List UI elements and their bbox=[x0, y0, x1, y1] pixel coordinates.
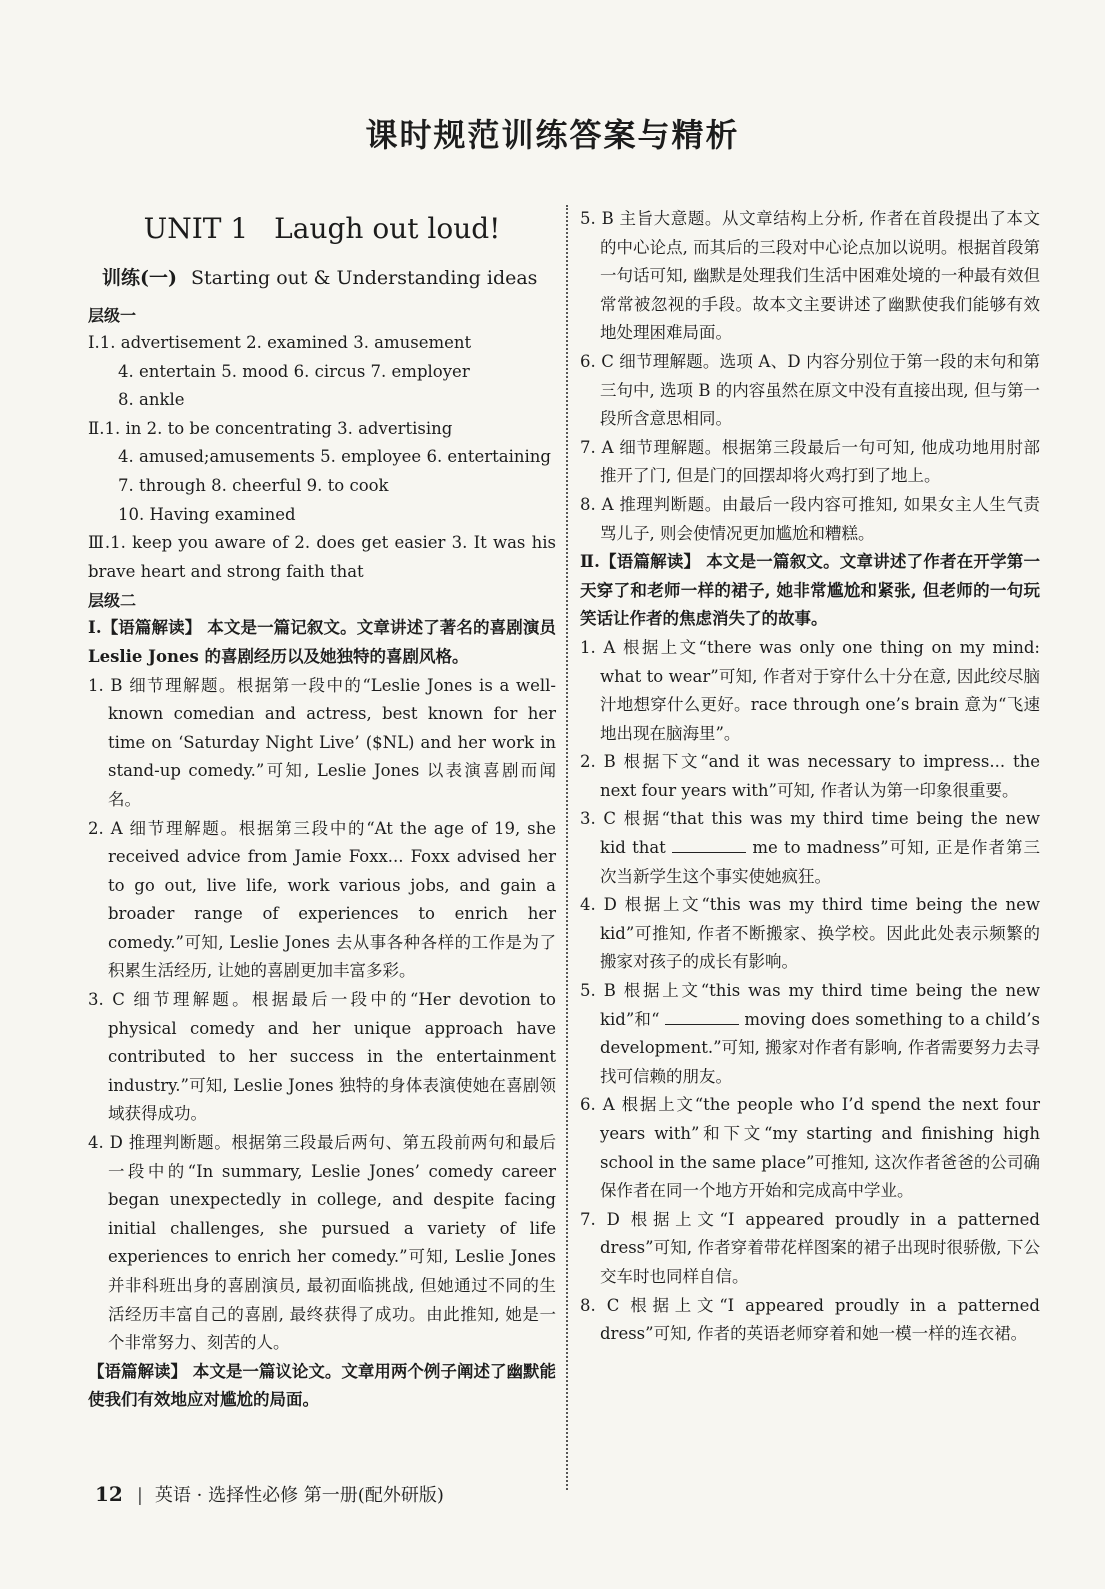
answer-item: 8. C 根据上文“I appeared proudly in a patterned dress”可知, 作者的英语老师穿着和她一模一样的连衣裙。 bbox=[580, 1295, 1040, 1344]
answer-item: 4. D 推理判断题。根据第三段最后两句、第五段前两句和最后一段中的“In summary, Leslie Jones’ comedy career began unexpectedly in college, and despite facing initial challenges, she pursued a variety of life experiences to enrich her comedy.”可知, Leslie Jones 并非科班出身的喜剧演员, 最初面临挑战, 但她通过不同的生活经历丰富自己的喜剧, 最终获得了成功。由此推知, 她是一个非常努力、刻苦的人。 bbox=[88, 1133, 556, 1353]
part-two bbox=[88, 415, 556, 529]
unit-title bbox=[88, 211, 556, 247]
part-one bbox=[88, 329, 556, 415]
blank-line bbox=[672, 838, 746, 853]
reading-intro: 【语篇解读】 本文是一篇议论文。文章用两个例子阐述了幽默能使我们有效地应对尴尬的局面。 bbox=[88, 1361, 556, 1410]
answer-line: 4. entertain 5. mood 6. circus 7. employer bbox=[118, 361, 470, 381]
answer-item: 1. A 根据上文“there was only one thing on my mind: what to wear”可知, 作者对于穿什么十分在意, 因此绞尽脑汁地想穿什么更好。race through one’s brain 意为“飞速地出现在脑海里”。 bbox=[580, 637, 1040, 743]
book-title: 英语 · 选择性必修 第一册(配外研版) bbox=[154, 1485, 444, 1506]
blank-line bbox=[665, 1010, 739, 1025]
page-number: 12 bbox=[95, 1482, 123, 1506]
answer-item bbox=[580, 977, 1040, 1091]
section-lead: 训练(一) bbox=[102, 267, 177, 289]
answer-line: 7. through 8. cheerful 9. to cook bbox=[118, 475, 389, 495]
answer-line: 1. keep you aware of 2. does get easier 3. It was his brave heart and strong faith that bbox=[88, 533, 556, 581]
answer-item: 3. C 细节理解题。根据最后一段中的“Her devotion to physical comedy and her unique approach have contributed to her success in the entertainment industry.”可知, Leslie Jones 独特的身体表演使她在喜剧领域获得成功。 bbox=[88, 990, 556, 1124]
answer-item: 7. A 细节理解题。根据第三段最后一句可知, 他成功地用肘部推开了门, 但是门的回摆却将火鸡打到了地上。 bbox=[580, 437, 1040, 486]
section-title bbox=[102, 263, 556, 293]
page-footer bbox=[95, 1480, 444, 1510]
answer-text: 3. C 根据“that this was my third time being the new kid that bbox=[580, 809, 1040, 858]
level-one-heading: 层级一 bbox=[88, 306, 137, 325]
section-name: Starting out & Understanding ideas bbox=[190, 267, 538, 289]
column-divider bbox=[566, 205, 568, 1490]
answer-item: 7. D 根据上文“I appeared proudly in a patterned dress”可知, 作者穿着带花样图案的裙子出现时很骄傲, 下公交车时也同样自信。 bbox=[580, 1209, 1040, 1286]
footer-separator: | bbox=[136, 1485, 143, 1506]
answer-text: 5. B 根据上文“this was my third time being the new kid”和“ bbox=[580, 981, 1040, 1029]
unit-name: Laugh out loud! bbox=[274, 212, 501, 245]
part-three bbox=[88, 529, 556, 586]
answer-item: 8. A 推理判断题。由最后一段内容可推知, 如果女主人生气责骂儿子, 则会使情况更加尴尬和糟糕。 bbox=[580, 494, 1040, 543]
reading-intro: Ⅰ.【语篇解读】 本文是一篇记叙文。文章讲述了著名的喜剧演员 Leslie Jones 的喜剧经历以及她独特的喜剧风格。 bbox=[88, 618, 556, 666]
roman-numeral: Ⅱ. bbox=[88, 418, 105, 438]
answer-line: 10. Having examined bbox=[118, 504, 296, 524]
right-column bbox=[580, 205, 1040, 1349]
answer-item: 2. B 根据下文“and it was necessary to impress... the next four years with”可知, 作者认为第一印象很重要。 bbox=[580, 752, 1040, 800]
roman-numeral: Ⅲ. bbox=[88, 533, 111, 553]
level-two-heading: 层级二 bbox=[88, 591, 137, 611]
answer-line: 8. ankle bbox=[118, 390, 185, 410]
reading-intro: Ⅱ.【语篇解读】 本文是一篇叙文。文章讲述了作者在开学第一天穿了和老师一样的裙子, 她非常尴尬和紧张, 但老师的一句玩笑话让作者的焦虑消失了的故事。 bbox=[580, 552, 1040, 629]
answer-item: 6. C 细节理解题。选项 A、D 内容分别位于第一段的末句和第三句中, 选项 B 的内容虽然在原文中没有直接出现, 但与第一段所含意思相同。 bbox=[580, 351, 1040, 429]
left-column bbox=[88, 205, 556, 1415]
answer-item: 4. D 根据上文“this was my third time being the new kid”可推知, 作者不断搬家、换学校。因此此处表示频繁的搬家对孩子的成长有影响。 bbox=[580, 895, 1040, 972]
answer-item: 1. B 细节理解题。根据第一段中的“Leslie Jones is a well-known comedian and actress, best known for her time on ‘Saturday Night Live’ ($NL) and her work in stand-up comedy.”可知, Leslie Jones 以表演喜剧而闻名。 bbox=[88, 675, 556, 809]
answer-text: moving does something to a child’s development.”可知, 搬家对作者有影响, 作者需要努力去寻找可信赖的朋友。 bbox=[600, 1009, 1040, 1086]
answer-item: 6. A 根据上文“the people who I’d spend the next four years with”和下文“my starting and finishing high school in the same place”可推知, 这次作者爸爸的公司确保作者在同一个地方开始和完成高中学业。 bbox=[580, 1095, 1040, 1201]
answer-line: 1. advertisement 2. examined 3. amusement bbox=[99, 333, 472, 352]
answer-line: 4. amused;amusements 5. employee 6. entertaining bbox=[118, 447, 551, 467]
answer-item bbox=[580, 805, 1040, 891]
answer-line: 1. in 2. to be concentrating 3. advertising bbox=[104, 418, 453, 438]
roman-numeral: Ⅰ. bbox=[88, 333, 100, 352]
unit-label: UNIT 1 bbox=[143, 212, 249, 245]
page-title: 课时规范训练答案与精析 bbox=[365, 116, 740, 154]
answer-item: 2. A 细节理解题。根据第三段中的“At the age of 19, she received advice from Jamie Foxx... Foxx advised her to go out, live life, work various jobs, and gain a broader range of experiences to enrich her comedy.”可知, Leslie Jones 去从事各种各样的工作是为了积累生活经历, 让她的喜剧更加丰富多彩。 bbox=[88, 818, 556, 981]
answer-text: me to madness”可知, 正是作者第三次当新学生这个事实使她疯狂。 bbox=[600, 838, 1041, 886]
answer-item: 5. B 主旨大意题。从文章结构上分析, 作者在首段提出了本文的中心论点, 而其后的三段对中心论点加以说明。根据首段第一句话可知, 幽默是处理我们生活中困难处境的一种最有效但常常被忽视的手段。故本文主要讲述了幽默使我们能够有效地处理困难局面。 bbox=[580, 209, 1040, 343]
